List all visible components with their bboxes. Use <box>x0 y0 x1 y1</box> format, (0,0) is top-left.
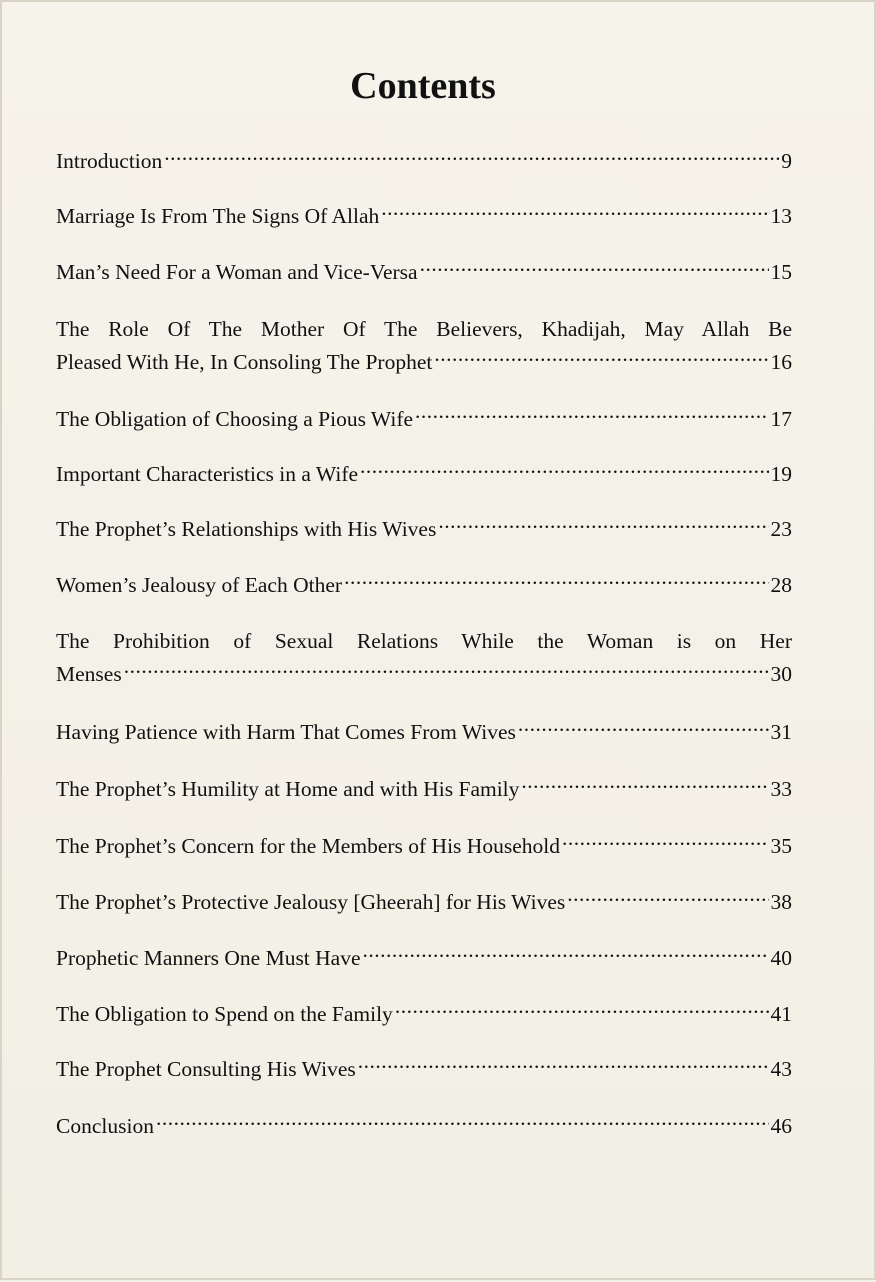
toc-entry-mans-need <box>56 256 792 289</box>
dot-leader <box>562 832 769 854</box>
dot-leader <box>438 515 768 537</box>
dot-leader <box>434 348 768 370</box>
toc-entry-womens-jealousy <box>56 569 792 602</box>
toc-entry-title: The Prophet Consulting His Wives <box>56 1057 356 1081</box>
toc-entry-page: 35 <box>770 834 792 858</box>
dot-leader <box>395 1000 769 1022</box>
toc-entry-title: Having Patience with Harm That Comes From Wives <box>56 720 516 744</box>
toc-entry-spend-on-family <box>56 998 792 1031</box>
toc-entry-page: 23 <box>770 517 792 541</box>
toc-entry-page: 38 <box>770 890 792 914</box>
toc-entry-page: 33 <box>770 777 792 801</box>
toc-entry-relationships <box>56 513 792 546</box>
toc-entry-page: 31 <box>770 720 792 744</box>
toc-entry-title: Pleased With He, In Consoling The Prophet <box>56 350 433 374</box>
dot-leader <box>518 718 769 740</box>
toc-entry-page: 46 <box>770 1114 792 1138</box>
toc-entry-introduction <box>56 145 792 178</box>
toc-entry-title-line1: The Role Of The Mother Of The Believers, Khadijah, May Allah Be <box>56 317 792 341</box>
toc-entry-title: Introduction <box>56 149 163 173</box>
toc-entry-prohibition <box>56 625 792 691</box>
toc-entry-signs-of-allah <box>56 200 792 233</box>
toc-entry-title: The Obligation to Spend on the Family <box>56 1002 393 1026</box>
toc-entry-protective-jealousy <box>56 886 792 919</box>
toc-entry-concern <box>56 830 792 863</box>
toc-entry-page: 30 <box>770 662 792 686</box>
dot-leader <box>360 460 768 482</box>
dot-leader <box>164 147 779 169</box>
toc-entry-page: 13 <box>770 204 792 228</box>
toc-entry-role-of-mother <box>56 313 792 379</box>
dot-leader <box>381 202 768 224</box>
toc-entry-title: Man’s Need For a Woman and Vice-Versa <box>56 260 418 284</box>
toc-entry-title: Conclusion <box>56 1114 154 1138</box>
toc-entry-title: Important Characteristics in a Wife <box>56 462 359 486</box>
toc-entry-page: 41 <box>770 1002 792 1026</box>
toc-entry-title: The Obligation of Choosing a Pious Wife <box>56 407 414 431</box>
dot-leader <box>415 405 768 427</box>
toc-entry-page: 15 <box>770 260 792 284</box>
dot-leader <box>344 571 768 593</box>
toc-entry-pious-wife <box>56 403 792 436</box>
toc-entry-title: Marriage Is From The Signs Of Allah <box>56 204 380 228</box>
dot-leader <box>363 944 769 966</box>
toc-entry-title: The Prophet’s Humility at Home and with His Family <box>56 777 520 801</box>
toc-entry-page: 28 <box>770 573 792 597</box>
dot-leader <box>420 258 769 280</box>
toc-entry-title: Menses <box>56 662 122 686</box>
toc-entry-conclusion <box>56 1110 792 1143</box>
toc-entry-prophetic-manners <box>56 942 792 975</box>
dot-leader <box>521 775 768 797</box>
toc-entry-humility <box>56 773 792 806</box>
toc-entry-title: Women’s Jealousy of Each Other <box>56 573 343 597</box>
toc-entry-title: The Prophet’s Protective Jealousy [Gheerah] for His Wives <box>56 890 566 914</box>
toc-entry-page: 43 <box>770 1057 792 1081</box>
toc-entry-page: 9 <box>781 149 792 173</box>
toc-entry-title: The Prophet’s Concern for the Members of His Household <box>56 834 560 858</box>
table-of-contents <box>2 2 876 1282</box>
toc-entry-title-line1: The Prohibition of Sexual Relations While the Woman is on Her <box>56 629 792 653</box>
toc-entry-page: 19 <box>770 462 792 486</box>
dot-leader <box>124 660 769 682</box>
toc-entry-characteristics <box>56 458 792 491</box>
page-title: Contents <box>350 65 496 107</box>
toc-entry-consulting-wives <box>56 1053 792 1086</box>
toc-entry-patience <box>56 716 792 749</box>
toc-entry-page: 16 <box>770 350 792 374</box>
dot-leader <box>358 1055 769 1077</box>
dot-leader <box>567 888 768 910</box>
dot-leader <box>156 1112 769 1134</box>
toc-entry-page: 40 <box>770 946 792 970</box>
toc-entry-title: Prophetic Manners One Must Have <box>56 946 361 970</box>
toc-entry-title: The Prophet’s Relationships with His Wives <box>56 517 437 541</box>
toc-entry-page: 17 <box>770 407 792 431</box>
